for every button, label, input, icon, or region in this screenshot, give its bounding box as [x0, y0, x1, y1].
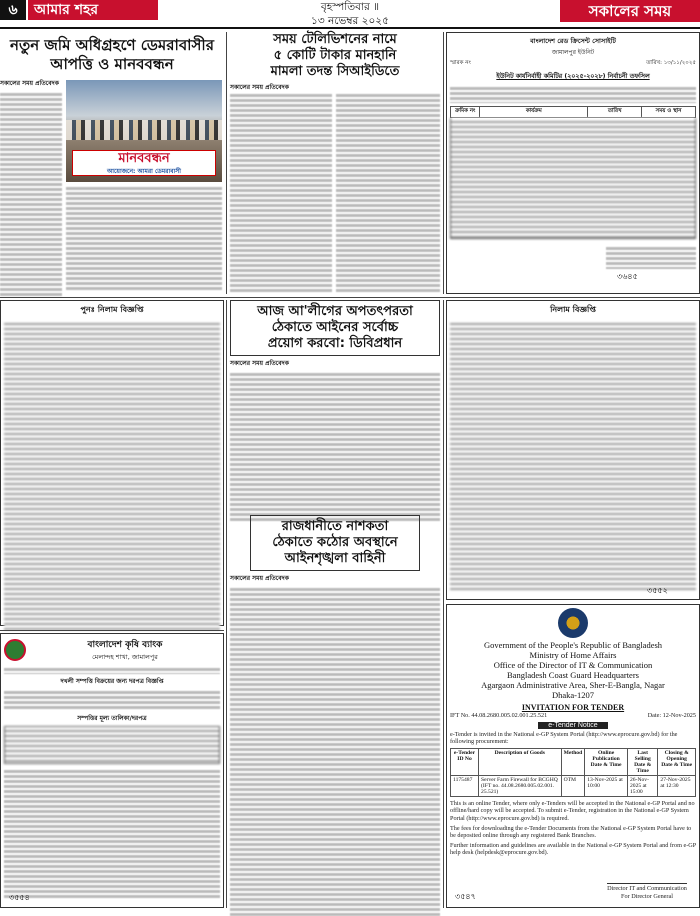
- ift-number: IFT No. 44.08.2680.005.02.001.25.521: [450, 712, 548, 719]
- story-byline: সকালের সময় প্রতিবেদক: [0, 80, 59, 87]
- header-rule: [0, 27, 700, 29]
- table-header: Description of Goods: [479, 748, 562, 775]
- ad-auction-body: [450, 320, 696, 590]
- ad-code: ৩৫৫৪: [9, 893, 30, 902]
- protest-banner: মানববন্ধন আয়োজনে: আমরা ডেমরাবাসী: [72, 150, 216, 176]
- schedule-table-rows: [450, 118, 696, 239]
- story-headline: আজ আ'লীগের অপতৎপরতা ঠেকাতে আইনের সর্বোচ্চ প্রয়োগ করবো: ডিবিপ্রধান: [230, 300, 440, 356]
- ad-title: নিলাম বিজ্ঞপ্তি: [550, 305, 596, 314]
- story-law-enforcement: [230, 515, 440, 908]
- ad-auction-body: [4, 320, 220, 632]
- tender-line-3: Office of the Director of IT & Communication: [493, 660, 653, 670]
- ad-code: ৩৫৫২: [647, 586, 668, 595]
- table-header: সময় ও স্থান: [642, 107, 696, 118]
- story-headline: সময় টেলিভিশনের নামে ৫ কোটি টাকার মানহানি মামলা তদন্ত সিআইডিতে: [270, 32, 400, 79]
- tender-table: [450, 748, 696, 797]
- bank-branch: মেলান্দহ শাখা, জামালপুর: [92, 653, 158, 661]
- ad-red-crescent: [446, 32, 700, 294]
- ad-code: ৩৬৪৫: [617, 272, 638, 281]
- tender-title: INVITATION FOR TENDER: [521, 703, 625, 712]
- bank-table: [4, 726, 220, 764]
- story-byline: সকালের সময় প্রতিবেদক: [230, 84, 289, 91]
- signatory-title: Director IT and Communication: [607, 885, 687, 892]
- tender-para-3: Further information and guidelines are available in the National e-GP System Portal and from e-GP help desk (helpdesk@eprocure.gov.bd).: [450, 841, 696, 857]
- story-byline: সকালের সময় প্রতিবেদক: [230, 360, 289, 367]
- story-body-text: [0, 91, 62, 296]
- schedule-table: [450, 106, 696, 118]
- table-header: e-Tender ID No: [451, 748, 479, 775]
- tender-line-4: Bangladesh Coast Guard Headquarters: [507, 670, 639, 680]
- table-header: Method: [561, 748, 585, 775]
- tender-para-1: This is an online Tender, where only e-Tenders will be accepted in the National e-GP Portal and no offline/hard copy will be accepted. To submit e-Tender, registration in the National e-GP System Portal (http://www.eprocure.gov.bd) is required.: [450, 799, 695, 822]
- bank-name: বাংলাদেশ কৃষি ব্যাংক: [87, 640, 163, 650]
- issue-date: [240, 0, 460, 30]
- issue-day: বৃহস্পতিবার ॥: [320, 1, 380, 13]
- story-headline: রাজধানীতে নাশকতা ঠেকাতে কঠোর অবস্থানে আইনশৃঙ্খলা বাহিনী: [250, 515, 420, 571]
- story-db-chief: [230, 300, 440, 512]
- newspaper-logo: সকালের সময়: [560, 0, 700, 22]
- ad-auction-notice: [446, 300, 700, 600]
- table-header: কার্যক্রম: [480, 107, 588, 118]
- ad-re-auction: [0, 300, 224, 626]
- e-tender-notice: e-Tender Notice: [538, 722, 608, 729]
- story-headline: নতুন জমি অধিগ্রহণে ডেমরাবাসীর আপত্তি ও মানববন্ধন: [10, 36, 214, 73]
- table-header: তারিখ: [588, 107, 642, 118]
- tender-para-2: The fees for downloading the e-Tender Documents from the National e-GP System Portal have to be deposited online through any registered Bank Branches.: [450, 824, 692, 840]
- story-somoy-tv-case: [230, 32, 440, 294]
- signatory-subtitle: For Director General: [621, 892, 673, 900]
- bank-terms: [4, 768, 220, 898]
- story-byline: সকালের সময় প্রতিবেদক: [230, 575, 289, 582]
- tender-line-1: Government of the People's Republic of Bangladesh: [483, 640, 663, 650]
- story-body: [230, 586, 440, 916]
- ad-date: তারিখ: ১৩/১১/২০২৫: [646, 60, 696, 66]
- bank-logo-icon: [4, 639, 26, 661]
- ad-ref: স্মারক নং: [450, 60, 471, 66]
- tender-line-2: Ministry of Home Affairs: [529, 650, 617, 660]
- page-number: ৬: [0, 0, 26, 20]
- ad-unit-name: জামালপুর ইউনিট: [551, 49, 595, 56]
- ift-date: Date: 12-Nov-2025: [647, 712, 696, 719]
- table-header: Online Publication Date & Time: [585, 748, 628, 775]
- story-body: [230, 371, 440, 521]
- signature-line: [607, 883, 687, 884]
- tender-line-5: Agargaon Administrative Area, Sher-E-Bangla, Nagar: [481, 680, 665, 690]
- ad-org-name: বাংলাদেশ রেড ক্রিসেন্ট সোসাইটি: [530, 37, 616, 45]
- table-header: Closing & Opening Date & Time: [658, 748, 696, 775]
- table-row: 1175487 Server Farm Firewall for BCGHQ (IFT no. 44.08.2680.005.02.001. 25.521) OTM 13-Nov-2025 at 10:00 26-Nov-2025 at 15:00 27-Nov-2025 at 12:30: [451, 775, 696, 796]
- table-header: ক্রমিক নং: [451, 107, 480, 118]
- tender-intro: e-Tender is invited in the National e-GP System Portal (http://www.eprocure.gov.bd) for the following procurement:: [450, 730, 678, 746]
- section-title: আমার শহর: [28, 0, 158, 20]
- table-title: সম্পত্তির মূল্য তালিকা/দরপত্র: [77, 715, 147, 722]
- ad-title: পুনঃ নিলাম বিজ্ঞপ্তি: [80, 305, 144, 314]
- protest-photo: [66, 80, 222, 182]
- story-body-col-1: [230, 92, 332, 292]
- table-header: Last Selling Date & Time: [627, 748, 657, 775]
- ad-subtitle: দখলী সম্পত্তি বিক্রয়ের জন্য দরপত্র বিজ্ঞপ্তি: [60, 678, 164, 685]
- coast-guard-emblem-icon: [558, 608, 588, 638]
- story-body-col-2: [336, 92, 440, 292]
- issue-date-text: ১৩ নভেম্বর ২০২৫: [311, 15, 389, 27]
- ad-krishi-bank: [0, 633, 224, 908]
- tender-line-6: Dhaka-1207: [551, 690, 594, 700]
- story-body-text-2: [66, 185, 222, 292]
- ad-coast-guard-tender: [446, 604, 700, 908]
- ad-title: ইউনিট কার্যনির্বাহী কমিটির (২০২৫-২০২৮) নির্বাচনী তফসিল: [496, 73, 650, 80]
- story-land-acquisition: [0, 32, 224, 294]
- ad-code: ৩৫৪৭: [455, 892, 476, 901]
